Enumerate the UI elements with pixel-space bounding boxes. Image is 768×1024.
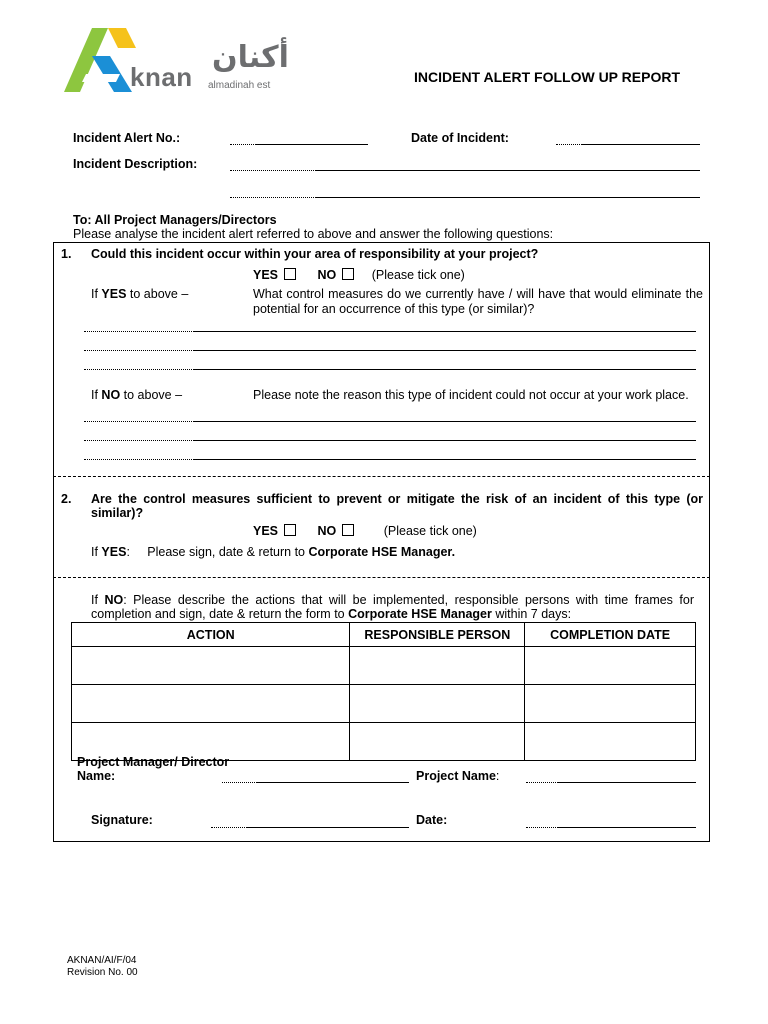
alert-no-label: Incident Alert No.: bbox=[73, 131, 181, 145]
logo-latin-text: knan bbox=[130, 62, 193, 92]
q1-number: 1. bbox=[61, 247, 72, 261]
date-of-incident-label: Date of Incident: bbox=[411, 131, 509, 145]
q1-yes-line-2[interactable] bbox=[84, 350, 696, 351]
q2-if-yes-mid: : Please sign, date & return to bbox=[126, 545, 309, 559]
no-section-target: Corporate HSE Manager bbox=[348, 607, 492, 621]
section-divider-2 bbox=[53, 577, 710, 578]
q1-tick-row bbox=[253, 268, 465, 282]
form-code: AKNAN/AI/F/04 bbox=[67, 955, 137, 966]
action-cell[interactable] bbox=[72, 647, 350, 685]
project-name-field[interactable] bbox=[526, 782, 696, 783]
q2-if-yes-bold: YES bbox=[101, 545, 127, 559]
date-of-incident-field[interactable] bbox=[556, 144, 700, 145]
action-table-header bbox=[72, 623, 696, 647]
page-title: INCIDENT ALERT FOLLOW UP REPORT bbox=[414, 69, 680, 85]
completion-date-cell[interactable] bbox=[525, 723, 696, 761]
to-line: To: All Project Managers/Directors bbox=[73, 213, 277, 227]
q2-yes-checkbox[interactable] bbox=[284, 524, 296, 536]
q2-if-yes-target: Corporate HSE Manager. bbox=[308, 545, 456, 559]
q1-if-no-label bbox=[91, 388, 182, 402]
q1-yes-label: YES bbox=[253, 268, 279, 282]
signature-field[interactable] bbox=[211, 827, 409, 828]
project-name-text: Project Name bbox=[416, 769, 496, 783]
incident-description-field-2[interactable] bbox=[230, 197, 700, 198]
q1-yes-line-1[interactable] bbox=[84, 331, 696, 332]
q1-if-yes-label bbox=[91, 287, 188, 301]
q1-yes-text: What control measures do we currently have / will have that would eliminate the potential for an occurrence of this type (or similar)? bbox=[253, 287, 703, 316]
responsible-person-header: RESPONSIBLE PERSON bbox=[350, 623, 525, 647]
q2-if-yes-pre: If bbox=[91, 545, 102, 559]
project-name-colon: : bbox=[495, 769, 500, 783]
q1-no-text: Please note the reason this type of incident could not occur at your work place. bbox=[253, 388, 689, 402]
table-row bbox=[72, 647, 696, 685]
signature-label: Signature: bbox=[91, 813, 153, 827]
q1-if-no-pre: If bbox=[91, 388, 102, 402]
q1-question: Could this incident occur within your area of responsibility at your project? bbox=[91, 247, 539, 261]
action-header: ACTION bbox=[72, 623, 350, 647]
completion-date-cell[interactable] bbox=[525, 685, 696, 723]
company-logo bbox=[62, 26, 289, 98]
q2-if-yes-line bbox=[91, 545, 455, 559]
section-divider-1 bbox=[53, 476, 710, 477]
table-row bbox=[72, 685, 696, 723]
q2-yes-label: YES bbox=[253, 524, 279, 538]
no-section-instruction bbox=[91, 593, 694, 621]
q1-if-no-bold: NO bbox=[101, 388, 121, 402]
date-field[interactable] bbox=[526, 827, 696, 828]
project-name-label bbox=[416, 769, 499, 783]
pm-director-label: Project Manager/ Director bbox=[77, 755, 230, 769]
q1-if-yes-bold: YES bbox=[101, 287, 127, 301]
q1-no-label: NO bbox=[317, 268, 337, 282]
q2-question: Are the control measures sufficient to prevent or mitigate the risk of an incident of this type (or similar)? bbox=[91, 492, 703, 520]
q1-no-checkbox[interactable] bbox=[342, 268, 354, 280]
q2-tick-hint: (Please tick one) bbox=[383, 524, 477, 538]
no-section-bold: NO bbox=[104, 593, 124, 607]
date-label: Date: bbox=[416, 813, 448, 827]
q1-tick-hint: (Please tick one) bbox=[371, 268, 465, 282]
q2-tick-row bbox=[253, 524, 477, 538]
q2-no-label: NO bbox=[317, 524, 337, 538]
q1-yes-checkbox[interactable] bbox=[284, 268, 296, 280]
responsible-person-cell[interactable] bbox=[350, 723, 525, 761]
no-section-pre: If bbox=[91, 593, 105, 607]
name-field[interactable] bbox=[222, 782, 409, 783]
q2-no-checkbox[interactable] bbox=[342, 524, 354, 536]
completion-date-header: COMPLETION DATE bbox=[525, 623, 696, 647]
revision-number: Revision No. 00 bbox=[67, 967, 138, 978]
incident-description-label: Incident Description: bbox=[73, 157, 198, 171]
no-section-post: within 7 days: bbox=[491, 607, 572, 621]
incident-description-field-1[interactable] bbox=[230, 170, 700, 171]
responsible-person-cell[interactable] bbox=[350, 685, 525, 723]
q1-no-line-3[interactable] bbox=[84, 459, 696, 460]
completion-date-cell[interactable] bbox=[525, 647, 696, 685]
q2-number: 2. bbox=[61, 492, 72, 506]
no-section-mid: : Please describe the actions that will be implemented, responsible persons with time frames for completion and sign, date & return the form to bbox=[91, 593, 694, 621]
q1-yes-line-3[interactable] bbox=[84, 369, 696, 370]
q1-no-line-1[interactable] bbox=[84, 421, 696, 422]
q1-if-no-post: to above – bbox=[120, 388, 183, 402]
logo-subtitle: almadinah est bbox=[208, 80, 271, 91]
instruction-text: Please analyse the incident alert referred to above and answer the following questions: bbox=[73, 227, 554, 241]
action-table bbox=[71, 622, 696, 761]
q1-if-yes-pre: If bbox=[91, 287, 102, 301]
logo-arabic-text: أكنان bbox=[212, 40, 289, 75]
action-cell[interactable] bbox=[72, 685, 350, 723]
responsible-person-cell[interactable] bbox=[350, 647, 525, 685]
q1-if-yes-post: to above – bbox=[126, 287, 189, 301]
name-label: Name: bbox=[77, 769, 116, 783]
q1-no-line-2[interactable] bbox=[84, 440, 696, 441]
alert-no-field[interactable] bbox=[230, 144, 368, 145]
